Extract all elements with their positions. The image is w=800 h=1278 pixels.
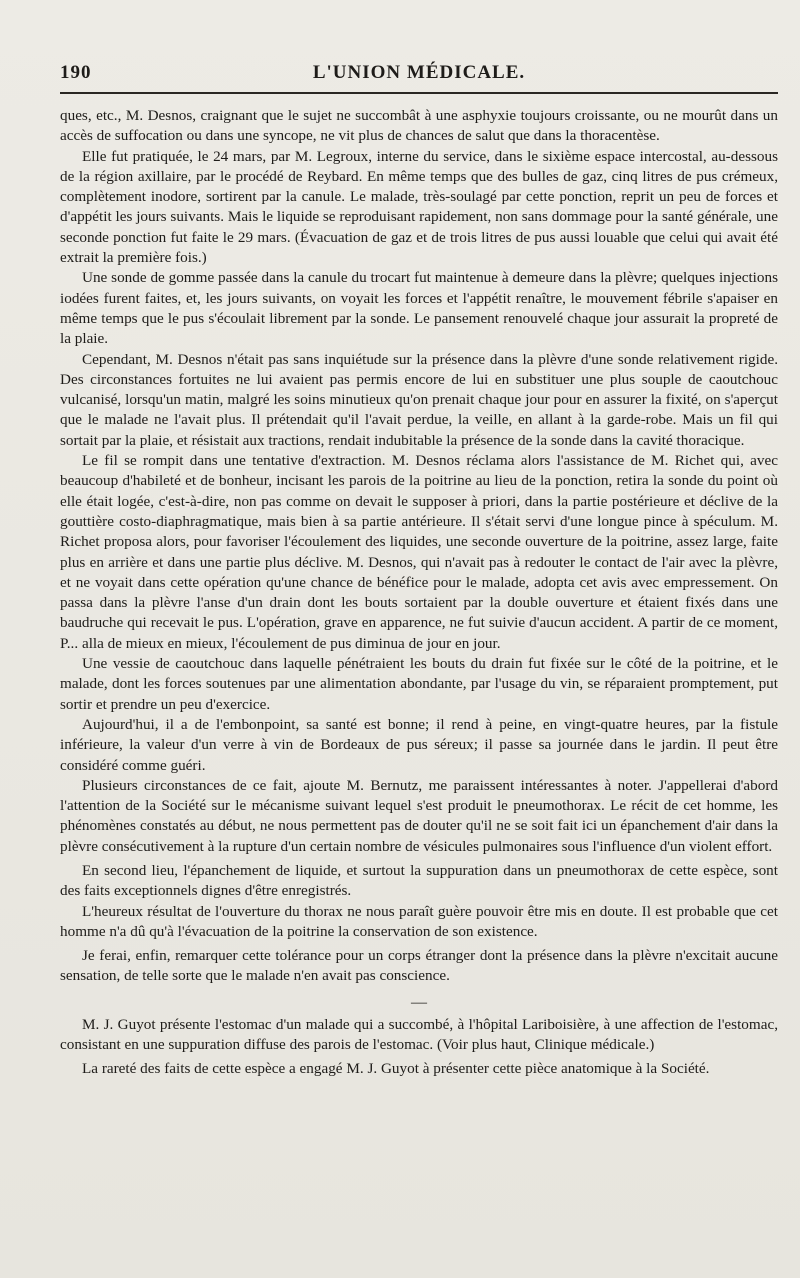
paragraph: Plusieurs circonstances de ce fait, ajoute M. Bernutz, me paraissent intéressantes à noter. J'appellerai d'abord l'attention de la Société sur le mécanisme suivant lequel s'est produit le pneumothorax. Le récit de cet homme, les phénomènes constatés au début, ne nous permettent pas de douter qu'il ne se soit fait ici un épanchement d'air dans la plèvre consécutivement à la rupture d'un certain nombre de vésicules pulmonaires sous l'influence d'un violent effort. [60, 776, 778, 855]
paragraph: L'heureux résultat de l'ouverture du thorax ne nous paraît guère pouvoir être mis en doute. Il est probable que cet homme n'a dû qu'à l'évacuation de la poitrine la conservation de son existence. [60, 902, 778, 940]
paragraph: Une sonde de gomme passée dans la canule du trocart fut maintenue à demeure dans la plèvre; quelques injections iodées furent faites, et, les jours suivants, on voyait les forces et l'appétit renaître, le mouvement fébrile s'apaiser en même temps que le pus s'écoulait librement par la sonde. Le pansement renouvelé chaque jour assurait la propreté de la plaie. [60, 269, 778, 348]
page-header [60, 58, 778, 86]
page-number: 190 [60, 62, 92, 83]
running-title: L'UNION MÉDICALE. [312, 62, 526, 83]
section-divider: — [411, 993, 427, 1011]
paragraph: ques, etc., M. Desnos, craignant que le sujet ne succombât à une asphyxie toujours croissante, ou ne mourût dans un accès de suffocation ou dans une syncope, ne vit plus de chances de salut que dans la thoracentèse. [60, 107, 778, 145]
paragraph: M. J. Guyot présente l'estomac d'un malade qui a succombé, à l'hôpital Lariboisière, à une affection de l'estomac, consistant en une suppuration diffuse des parois de l'estomac. (Voir plus haut, Clinique médicale.) [60, 1015, 778, 1054]
article-body [60, 106, 778, 1080]
paragraph: Aujourd'hui, il a de l'embonpoint, sa santé est bonne; il rend à peine, en vingt-quatre heures, par la fistule inférieure, la valeur d'un verre à vin de Bordeaux de pus séreux; il passe sa journée dans le jardin. Il peut être considéré comme guéri. [60, 715, 778, 774]
paragraph: Elle fut pratiquée, le 24 mars, par M. Legroux, interne du service, dans le sixième espace intercostal, au-dessous de la région axillaire, par le procédé de Reybard. En même temps que des bulles de gaz, cinq litres de pus crémeux, complètement inodore, sortirent par la canule. Le malade, très-soulagé par cette ponction, reprit un peu de forces et d'appétit les jours suivants. Mais le liquide se reproduisant rapidement, non sans dommage pour la santé générale, une seconde ponction fut faite le 29 mars. (Évacuation de gaz et de trois litres de pus aussi louable que celui qui avait été extrait la première fois.) [60, 147, 778, 267]
paragraph: Cependant, M. Desnos n'était pas sans inquiétude sur la présence dans la plèvre d'une sonde relativement rigide. Des circonstances fortuites ne lui avaient pas permis encore de lui en substituer une plus souple de caoutchouc vulcanisé, lorsqu'un matin, malgré les soins minutieux qu'on prenait chaque jour pour en assurer la fixité, on s'aperçut que le malade ne l'avait plus. Il prétendait qu'il l'avait perdue, la veille, en allant à la garde-robe. Mais un fil qui sortait par la plaie, et résistait aux tractions, rendait indubitable la présence de la sonde dans la cavité thoracique. [60, 350, 778, 449]
paragraph: Une vessie de caoutchouc dans laquelle pénétraient les bouts du drain fut fixée sur le côté de la poitrine, et le malade, dont les forces soutenues par une alimentation abondante, par l'usage du vin, se réparaient promptement, put sortir et prendre un peu d'exercice. [60, 655, 778, 713]
paragraph: La rareté des faits de cette espèce a engagé M. J. Guyot à présenter cette pièce anatomique à la Société. [82, 1060, 710, 1078]
header-rule [60, 92, 778, 94]
paragraph: En second lieu, l'épanchement de liquide, et surtout la suppuration dans un pneumothorax de cette espèce, sont des faits exceptionnels dignes d'être enregistrés. [60, 861, 778, 900]
paragraph: Le fil se rompit dans une tentative d'extraction. M. Desnos réclama alors l'assistance de M. Richet qui, avec beaucoup d'habileté et de bonheur, incisant les parois de la poitrine au lieu de la ponction, retira la sonde du point où elle était logée, c'est-à-dire, non pas comme on devait le supposer à priori, dans la partie postérieure et déclive de la gouttière costo-diaphragmatique, mais bien à sa partie antérieure. Il s'était servi d'une longue pince à spéculum. M. Richet proposa alors, pour favoriser l'écoulement des liquides, une seconde ouverture de la poitrine, assez large, faite plus en arrière et dans une partie plus déclive. M. Desnos, qui n'avait pas à redouter le contact de l'air avec la plèvre, et ne voyait dans cette opération qu'une chance de bénéfice pour le malade, adopta cet avis avec empressement. On passa dans la plèvre l'anse d'un drain dont les bouts sortaient par la double ouverture et étaient fixés dans une baudruche qui recevait le pus. L'opération, grave en apparence, ne fut suivie d'aucun accident. A partir de ce moment, P... alla de mieux en mieux, l'écoulement de pus diminua de jour en jour. [60, 452, 778, 652]
paragraph: Je ferai, enfin, remarquer cette tolérance pour un corps étranger dont la présence dans la plèvre n'excitait aucune sensation, de telle sorte que le malade n'en avait pas conscience. [60, 947, 778, 985]
